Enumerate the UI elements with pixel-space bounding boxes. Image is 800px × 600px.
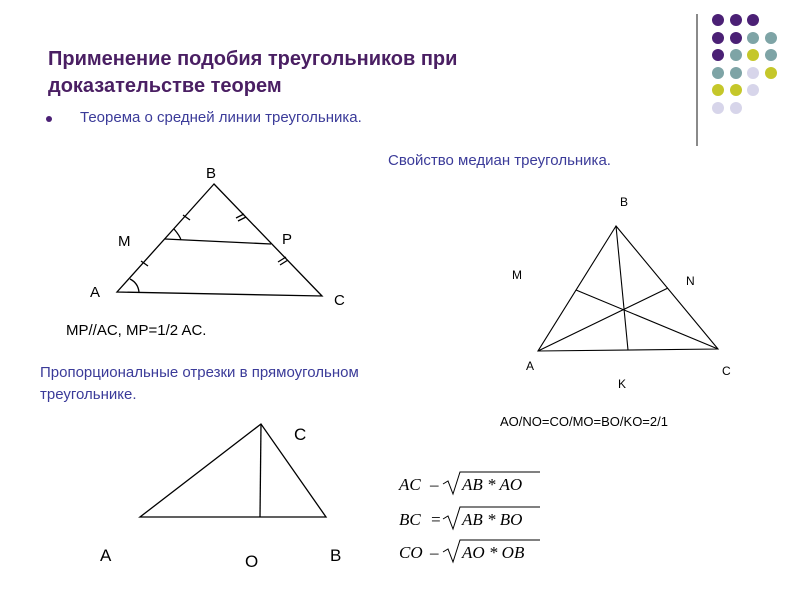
formula-2-op: =: [430, 510, 442, 529]
label-c: C: [722, 364, 731, 378]
label-p: P: [282, 231, 293, 248]
formula-2: [399, 507, 540, 529]
label-a: A: [526, 359, 535, 373]
angle-arc-m: [174, 229, 181, 240]
formula-3: [399, 540, 540, 562]
title: Применение подобия треугольников при доказательстве теорем: [48, 48, 458, 97]
formula-1-lhs: AC: [399, 475, 421, 494]
label-k: K: [618, 377, 627, 391]
formula-3-lhs: CO: [399, 543, 423, 562]
label-a: A: [100, 546, 112, 565]
formula-2-rad: AB * BO: [462, 510, 523, 529]
label-b: B: [330, 546, 342, 565]
altitude-c-o: [260, 424, 261, 517]
median-triangle: [538, 226, 718, 351]
proportional-title: Пропорциональные отрезки в прямоугольном треугольнике.: [40, 364, 359, 403]
median-triangle-outline: [538, 226, 718, 351]
label-m: M: [512, 268, 522, 282]
formula-1-rad: AB * AO: [462, 475, 523, 494]
median-result: AO/NO=CO/MO=BO/KO=2/1: [500, 414, 668, 429]
label-c: C: [294, 425, 307, 444]
formula-1-op: –: [430, 475, 439, 494]
median-title: Свойство медиан треугольника.: [388, 152, 611, 169]
label-a: A: [90, 284, 101, 301]
median-c-m: [576, 290, 718, 349]
formula-3-op: –: [430, 543, 439, 562]
bullet-text: Теорема о средней линии треугольника.: [80, 109, 362, 126]
formula-2-lhs: BC: [399, 510, 421, 529]
median-b-k: [616, 226, 628, 350]
angle-arc-a: [130, 279, 139, 292]
label-n: N: [686, 274, 695, 288]
label-b: B: [620, 195, 629, 209]
label-o: O: [245, 552, 259, 571]
formula-1: [398, 472, 540, 494]
tick-bc-1: [236, 214, 244, 218]
midline-result: MP//AC, MP=1/2 AC.: [66, 322, 207, 339]
label-m: M: [118, 233, 131, 250]
tick-bc-1b: [238, 217, 246, 221]
label-b: B: [206, 165, 217, 182]
formula-3-rad: AO * OB: [462, 543, 525, 562]
label-c: C: [334, 292, 345, 309]
